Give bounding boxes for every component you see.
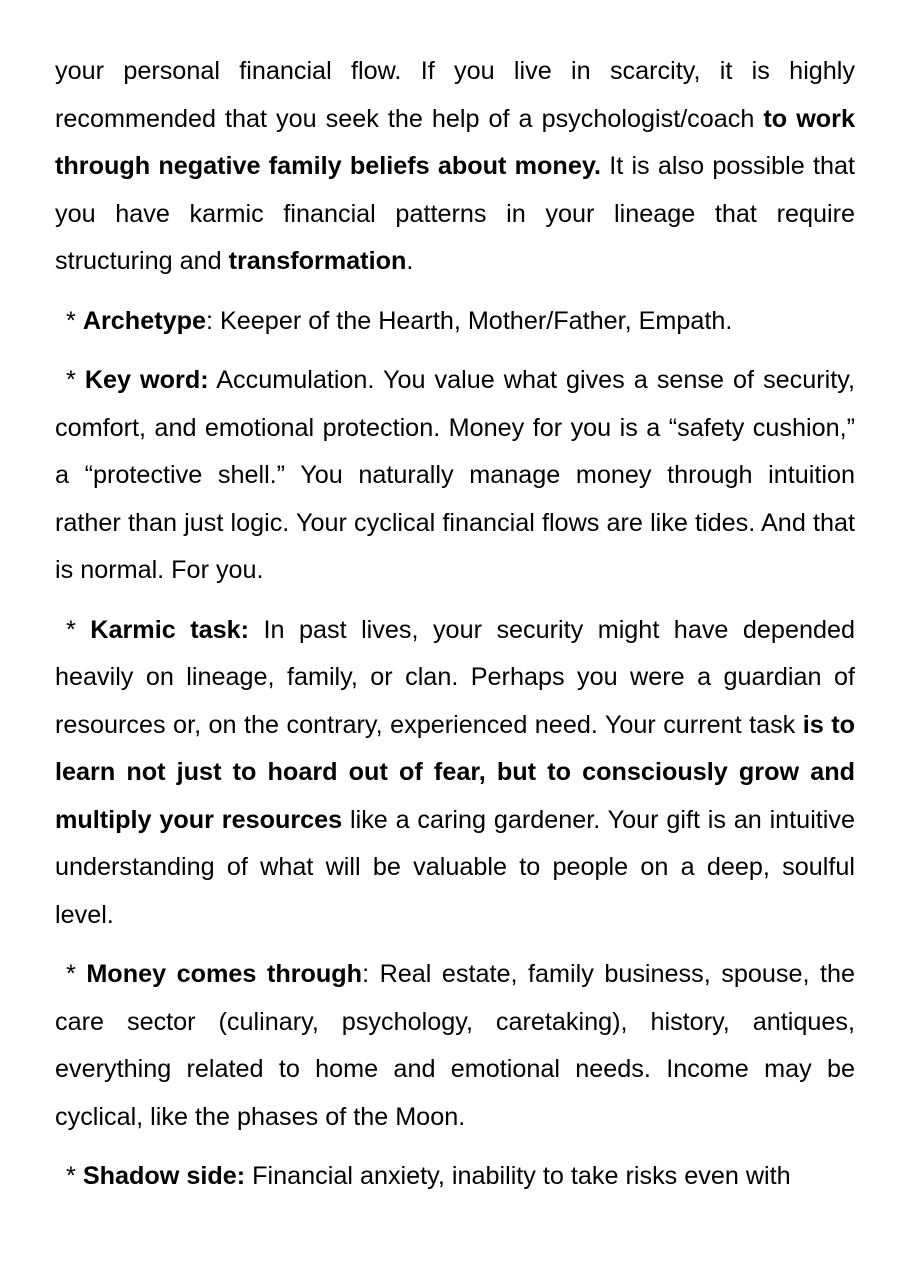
text-segment: Accumulation. You value what gives a sense of security, comfort, and emotional protection. Money for you is a “safety cushion,” a “protective shell.” You naturally manage money through intuition rather than just logic. Your cyclical financial flows are like tides. And that is normal. For you. bbox=[55, 366, 855, 584]
bold-text-segment: is to learn not just to hoard out of fear, but to consciously grow and multiply your resources bbox=[55, 710, 856, 834]
text-segment: Financial anxiety, inability to take risks even with bbox=[245, 1162, 791, 1190]
bullet-marker: * bbox=[66, 306, 83, 335]
bullet-shadow-side bbox=[55, 1153, 855, 1201]
bullet-heading: Money comes through bbox=[86, 960, 363, 988]
bullet-heading: Key word: bbox=[84, 366, 209, 394]
bullet-karmic-task bbox=[55, 607, 855, 940]
bullet-marker: * bbox=[66, 1162, 83, 1190]
paragraph-intro bbox=[55, 48, 855, 286]
text-segment: In past lives, your security might have depended heavily on lineage, family, or clan. Perhaps you were a guardian of resources or, on the contrary, experienced need. Your current task bbox=[55, 615, 855, 739]
bold-text-segment: to work through negative family beliefs about money. bbox=[55, 104, 855, 180]
bullet-heading: Karmic task: bbox=[90, 615, 249, 644]
bullet-marker: * bbox=[66, 960, 87, 988]
text-segment: : Keeper of the Hearth, Mother/Father, Empath. bbox=[206, 306, 733, 335]
bold-text-segment: transformation bbox=[228, 247, 407, 275]
bullet-marker: * bbox=[66, 615, 91, 644]
bullet-money-comes-through bbox=[55, 951, 855, 1141]
text-segment: : Real estate, family business, spouse, the care sector (culinary, psychology, caretaking), history, antiques, everything related to home and emotional needs. Income may be cyclical, like the phases of the Moon. bbox=[55, 960, 855, 1131]
bullet-marker: * bbox=[66, 366, 85, 394]
text-segment: . bbox=[406, 247, 414, 275]
bullet-heading: Archetype bbox=[82, 306, 206, 335]
bullet-archetype bbox=[55, 298, 855, 346]
document-page bbox=[55, 48, 855, 1213]
text-segment: like a caring gardener. Your gift is an intuitive understanding of what will be valuable to people on a deep, soulful level. bbox=[55, 805, 855, 929]
bullet-heading: Shadow side: bbox=[82, 1162, 246, 1190]
text-segment: your personal financial flow. If you live in scarcity, it is highly recommended that you seek the help of a psychologist/coach bbox=[55, 57, 855, 133]
bullet-key-word bbox=[55, 357, 855, 595]
text-segment: It is also possible that you have karmic financial patterns in your lineage that require structuring and bbox=[55, 152, 855, 275]
